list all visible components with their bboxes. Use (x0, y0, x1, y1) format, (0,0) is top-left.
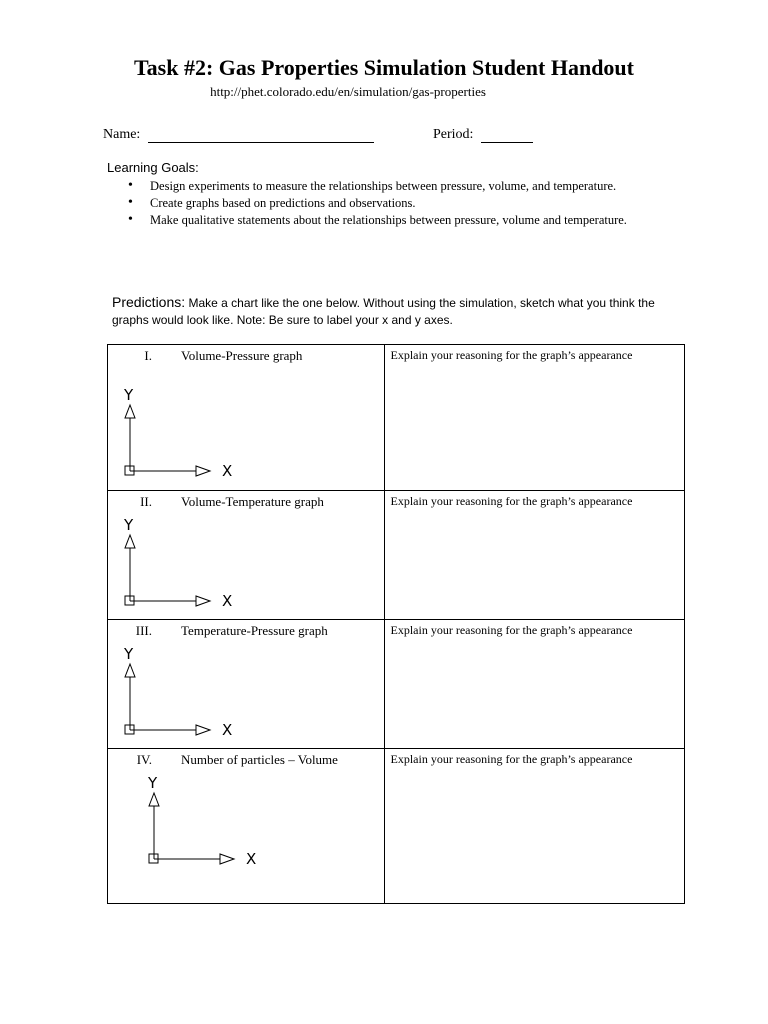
explain-prompt: Explain your reasoning for the graph’s appearance (390, 752, 633, 766)
axes-sketch (142, 773, 272, 873)
list-item: • Create graphs based on predictions and observations. (128, 195, 648, 211)
row-numeral: III. (135, 623, 152, 638)
row-numeral: II. (140, 494, 152, 509)
explain-cell-temperature-pressure[interactable] (384, 620, 684, 749)
row-numeral: IV. (136, 752, 152, 767)
list-item: • Make qualitative statements about the relationships between pressure, volume and temperature. (128, 212, 648, 228)
x-axis-label: X (246, 850, 257, 868)
graph-title: Volume-Temperature graph (181, 494, 324, 509)
page-title: Task #2: Gas Properties Simulation Student Handout (134, 55, 634, 80)
table-row (108, 620, 685, 749)
x-arrow-icon (196, 725, 210, 735)
y-arrow-icon (125, 535, 135, 548)
axes-sketch (118, 515, 248, 615)
axes-sketch (118, 385, 248, 485)
y-axis-label: Y (124, 386, 134, 404)
explain-prompt: Explain your reasoning for the graph’s appearance (390, 623, 633, 637)
learning-goals-heading: Learning Goals: (107, 160, 199, 175)
predictions-text: Make a chart like the one below. Without using the simulation, sketch what you think the graphs would look like. Note: Be sure to label your x and y axes. (112, 296, 655, 327)
graph-title: Number of particles – Volume (181, 752, 338, 767)
x-axis-label: X (222, 721, 233, 739)
x-axis-label: X (222, 462, 233, 480)
y-axis-label: Y (148, 774, 158, 792)
table-row (108, 491, 685, 620)
explain-cell-particles-volume[interactable] (384, 749, 684, 904)
period-field (433, 127, 533, 143)
x-axis-label: X (222, 592, 233, 610)
period-label: Period: (433, 127, 474, 142)
graph-cell-volume-temperature[interactable] (108, 491, 385, 620)
predictions-chart (107, 344, 685, 904)
graph-cell-particles-volume[interactable] (108, 749, 385, 904)
predictions-label: Predictions: (112, 294, 186, 310)
name-field (103, 127, 374, 143)
x-arrow-icon (196, 466, 210, 476)
graph-title: Temperature-Pressure graph (181, 623, 328, 638)
y-arrow-icon (125, 405, 135, 418)
name-label: Name: (103, 127, 141, 142)
axes-sketch (118, 644, 248, 744)
x-arrow-icon (196, 596, 210, 606)
list-item: • Design experiments to measure the relationships between pressure, volume, and temperature. (128, 178, 648, 194)
graph-cell-volume-pressure[interactable] (108, 345, 385, 491)
explain-cell-volume-temperature[interactable] (384, 491, 684, 620)
predictions-paragraph (112, 294, 672, 329)
table-row (108, 749, 685, 904)
y-axis-label: Y (124, 516, 134, 534)
period-blank-line[interactable] (481, 128, 533, 143)
simulation-url: http://phet.colorado.edu/en/simulation/gas-properties (210, 84, 486, 99)
explain-cell-volume-pressure[interactable] (384, 345, 684, 491)
explain-prompt: Explain your reasoning for the graph’s appearance (390, 348, 633, 362)
graph-cell-temperature-pressure[interactable] (108, 620, 385, 749)
explain-prompt: Explain your reasoning for the graph’s appearance (390, 494, 633, 508)
graph-title: Volume-Pressure graph (181, 348, 303, 363)
learning-goals-list (128, 178, 648, 229)
y-axis-label: Y (124, 645, 134, 663)
name-blank-line[interactable] (148, 128, 374, 143)
table-row (108, 345, 685, 491)
y-arrow-icon (125, 664, 135, 677)
row-numeral: I. (144, 348, 152, 363)
y-arrow-icon (149, 793, 159, 806)
x-arrow-icon (220, 854, 234, 864)
